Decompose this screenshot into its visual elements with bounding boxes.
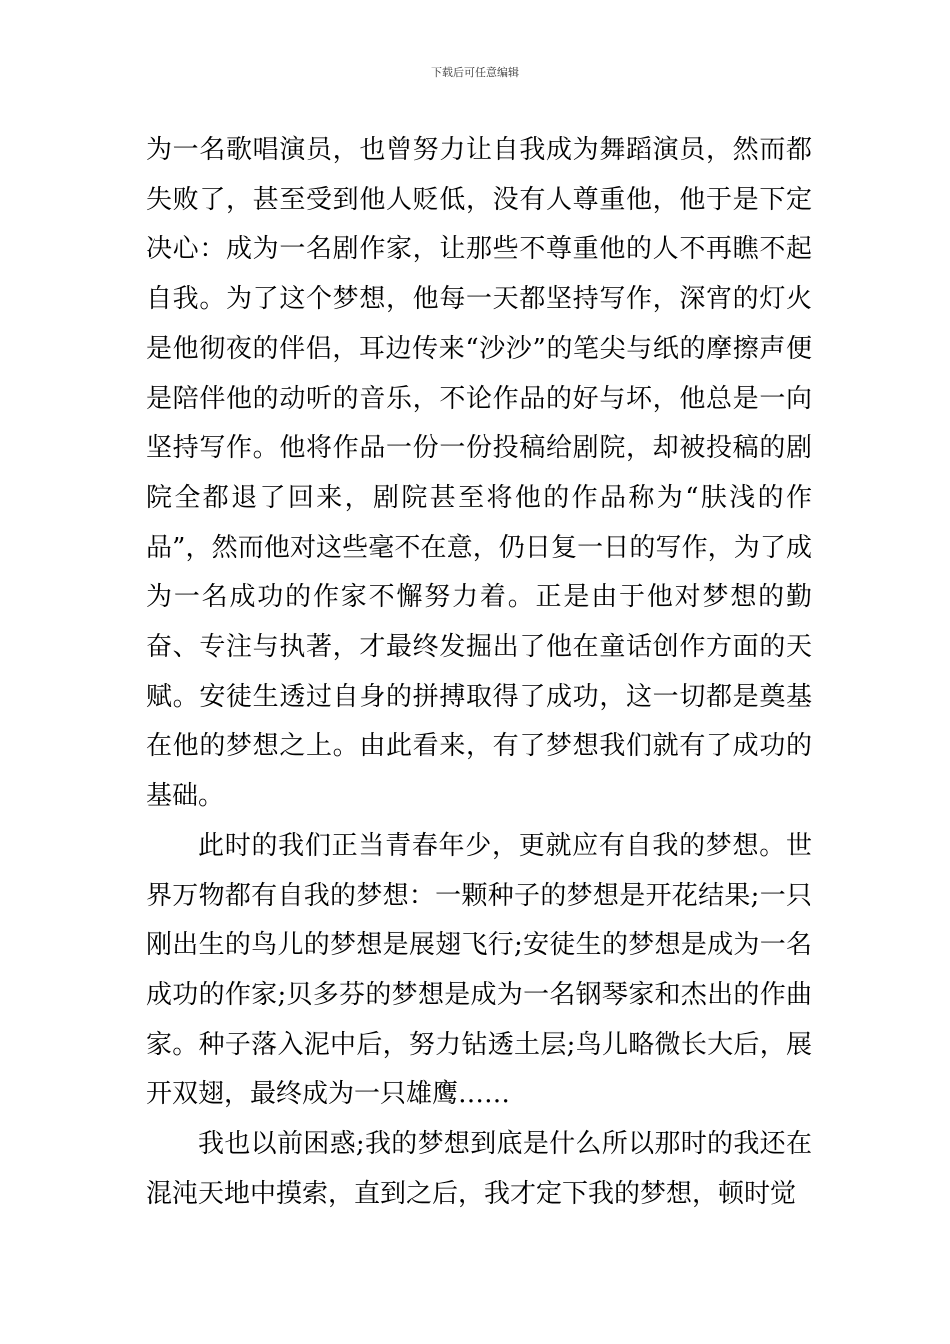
paragraph-3: 我也以前困惑;我的梦想到底是什么所以那时的我还在混沌天地中摸索，直到之后，我才定下我的梦想，顿时觉 xyxy=(146,1129,812,1209)
page-header: 下载后可任意编辑 xyxy=(431,66,519,79)
document-body xyxy=(146,126,812,1219)
paragraph-1: 为一名歌唱演员，也曾努力让自我成为舞蹈演员，然而都失败了，甚至受到他人贬低，没有人尊重他，他于是下定决心：成为一名剧作家，让那些不尊重他的人不再瞧不起自我。为了这个梦想，他每一天都坚持写作，深宵的灯火是他彻夜的伴侣，耳边传来“沙沙”的笔尖与纸的摩擦声便是陪伴他的动听的音乐，不论作品的好与坏，他总是一向坚持写作。他将作品一份一份投稿给剧院，却被投稿的剧院全都退了回来，剧院甚至将他的作品称为“肤浅的作品”，然而他对这些毫不在意，仍日复一日的写作，为了成为一名成功的作家不懈努力着。正是由于他对梦想的勤奋、专注与执著，才最终发掘出了他在童话创作方面的天赋。安徒生透过自身的拼搏取得了成功，这一切都是奠基在他的梦想之上。由此看来，有了梦想我们就有了成功的基础。 xyxy=(146,135,812,812)
paragraph-2: 此时的我们正当青春年少，更就应有自我的梦想。世界万物都有自我的梦想：一颗种子的梦想是开花结果;一只刚出生的鸟儿的梦想是展翅飞行;安徒生的梦想是成为一名成功的作家;贝多芬的梦想是成为一名钢琴家和杰出的作曲家。种子落入泥中后，努力钻透土层;鸟儿略微长大后，展开双翅，最终成为一只雄鹰…… xyxy=(146,830,812,1110)
